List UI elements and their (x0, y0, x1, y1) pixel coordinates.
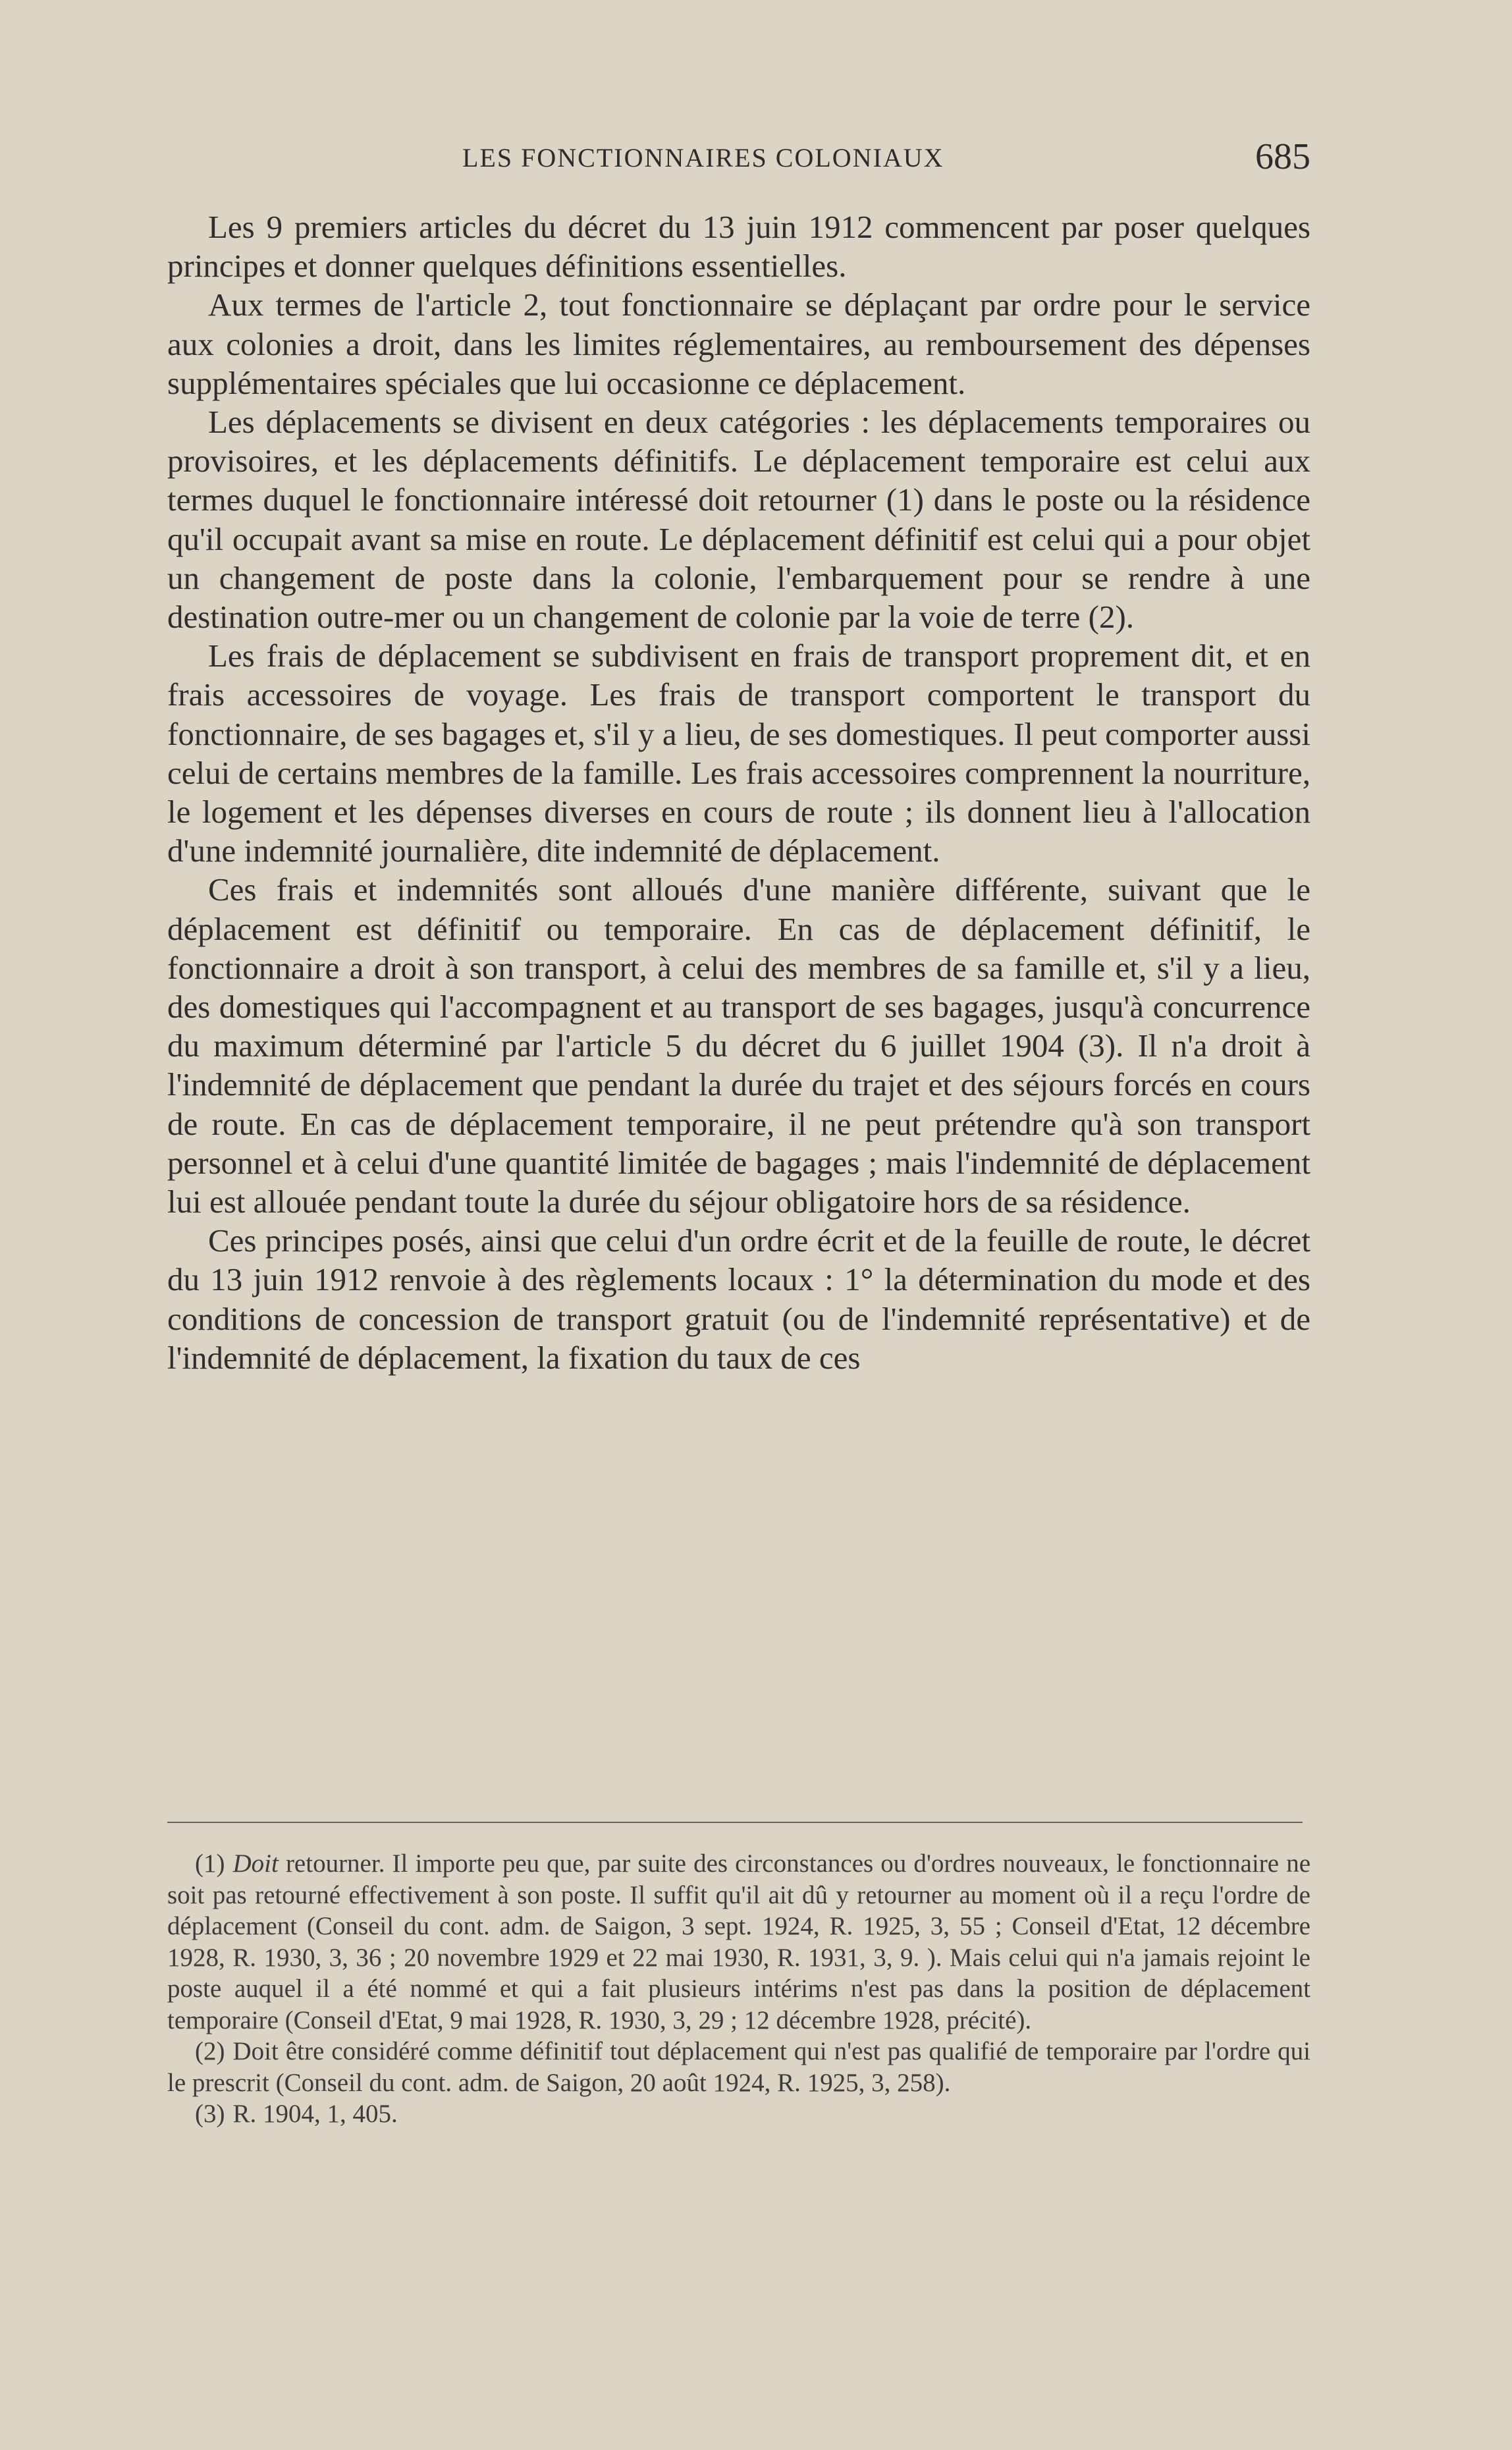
footnote-emphasis: Doit (232, 1849, 279, 1878)
footnotes (167, 1848, 1310, 2130)
page-number: 685 (1255, 136, 1310, 177)
footnote (167, 1848, 1310, 2036)
paragraph: Les déplacements se divisent en deux catégories : les déplacements temporaires ou provisoires, et les déplacements définitifs. Le déplacement temporaire est celui aux termes duquel le fonctionnaire intéressé doit retourner (1) dans le poste ou la résidence qu'il occupait avant sa mise en route. Le déplacement définitif est celui qui a pour objet un changement de poste dans la colonie, l'embarquement pour se rendre à une destination outre-mer ou un changement de colonie par la voie de terre (2). (167, 404, 1310, 636)
footnote-text: R. 1904, 1, 405. (232, 2100, 398, 2128)
footnote (167, 2036, 1310, 2098)
footnote-marker: (2) (195, 2037, 225, 2065)
paragraph: Ces principes posés, ainsi que celui d'un ordre écrit et de la feuille de route, le décret du 13 juin 1912 renvoie à des règlements locaux : 1° la détermination du mode et des conditions de concession de transport gratuit (ou de l'indemnité représentative) et de l'indemnité de déplacement, la fixation du taux de ces (167, 1222, 1310, 1376)
footnote (167, 2098, 1310, 2130)
page-header (167, 137, 1310, 177)
footnote-text: retourner. Il importe peu que, par suite des circonstances ou d'ordres nouveaux, le fonctionnaire ne soit pas retourné effectivement à son poste. Il suffit qu'il ait dû y retourner au moment où il a reçu l'ordre de déplacement (Conseil du cont. adm. de Saigon, 3 sept. 1924, R. 1925, 3, 55 ; Conseil d'Etat, 12 décembre 1928, R. 1930, 3, 36 ; 20 novembre 1929 et 22 mai 1930, R. 1931, 3, 9. ). Mais celui qui n'a jamais rejoint le poste auquel il a été nommé et qui a fait plusieurs intérims n'est pas dans la position de déplacement temporaire (Conseil d'Etat, 9 mai 1928, R. 1930, 3, 29 ; 12 décembre 1928, précité). (167, 1849, 1311, 2034)
footnote-text: Doit être considéré comme définitif tout déplacement qui n'est pas qualifié de temporaire par l'ordre qui le prescrit (Conseil du cont. adm. de Saigon, 20 août 1924, R. 1925, 3, 258). (167, 2037, 1310, 2097)
paragraph: Les frais de déplacement se subdivisent en frais de transport proprement dit, et en frais accessoires de voyage. Les frais de transport comportent le transport du fonctionnaire, de ses bagages et, s'il y a lieu, de ses domestiques. Il peut comporter aussi celui de certains membres de la famille. Les frais accessoires comprennent la nourriture, le logement et les dépenses diverses en cours de route ; ils donnent lieu à l'allocation d'une indemnité journalière, dite indemnité de déplacement. (167, 638, 1310, 869)
footnote-separator (167, 1822, 1303, 1823)
paragraph: Les 9 premiers articles du décret du 13 juin 1912 commencent par poser quelques principes et donner quelques définitions essentielles. (167, 209, 1310, 285)
main-text (167, 207, 1310, 1377)
footnote-marker: (3) (195, 2100, 225, 2128)
paragraph: Ces frais et indemnités sont alloués d'une manière différente, suivant que le déplacement est définitif ou temporaire. En cas de déplacement définitif, le fonctionnaire a droit à son transport, à celui des membres de sa famille et, s'il y a lieu, des domestiques qui l'accompagnent et au transport de ses bagages, jusqu'à concurrence du maximum déterminé par l'article 5 du décret du 6 juillet 1904 (3). Il n'a droit à l'indemnité de déplacement que pendant la durée du trajet et des séjours forcés en cours de route. En cas de déplacement temporaire, il ne peut prétendre qu'à son transport personnel et à celui d'une quantité limitée de bagages ; mais l'indemnité de déplacement lui est allouée pendant toute la durée du séjour obligatoire hors de sa résidence. (167, 871, 1310, 1220)
footnote-marker: (1) (195, 1849, 225, 1878)
running-title: LES FONCTIONNAIRES COLONIAUX (462, 143, 944, 173)
paragraph: Aux termes de l'article 2, tout fonctionnaire se déplaçant par ordre pour le service aux colonies a droit, dans les limites réglementaires, au remboursement des dépenses supplémentaires spéciales que lui occasionne ce déplacement. (167, 286, 1310, 401)
